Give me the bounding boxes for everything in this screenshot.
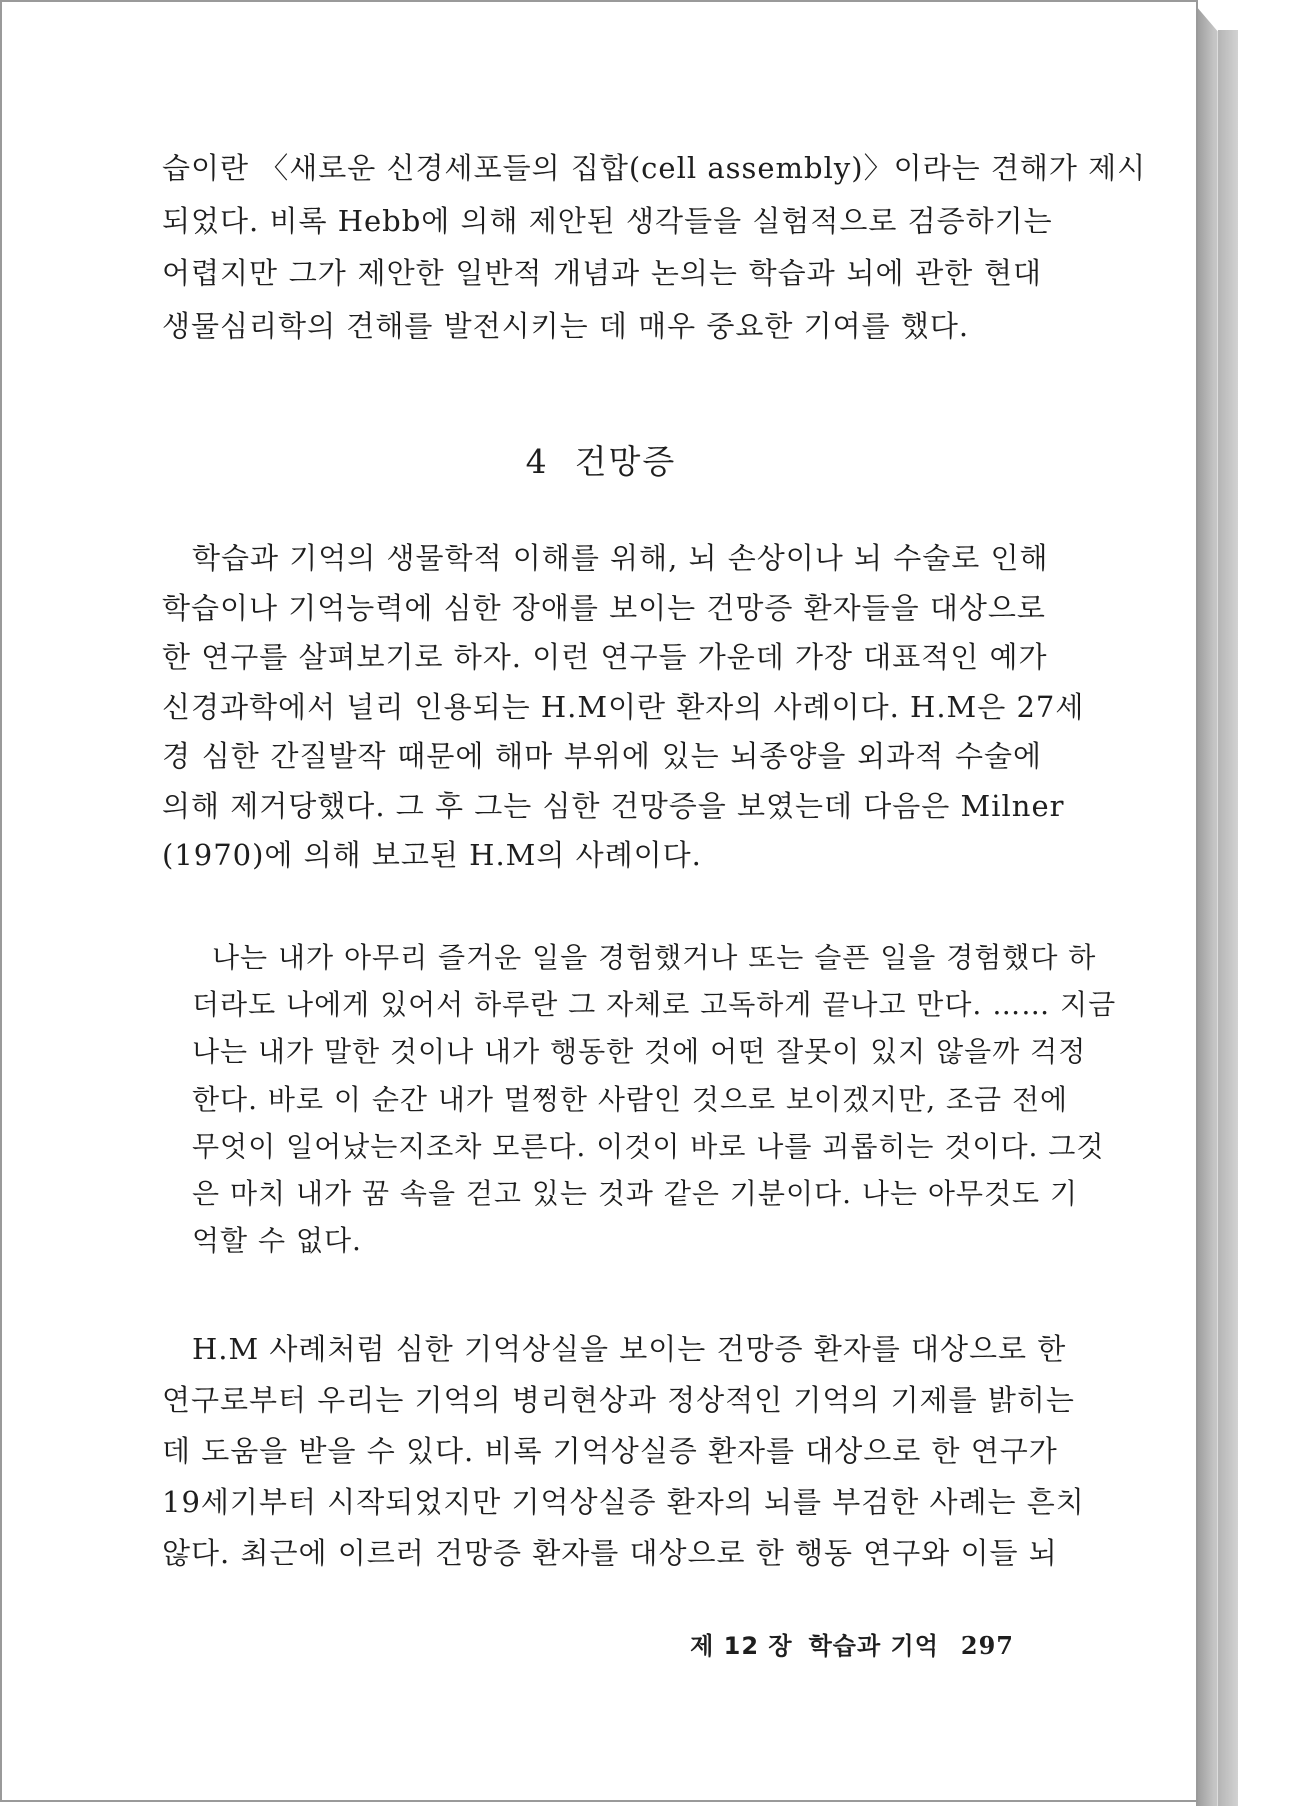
text-line: 않다. 최근에 이르러 건망증 환자를 대상으로 한 행동 연구와 이들 뇌 — [162, 1536, 1058, 1570]
quote-line: 더라도 나에게 있어서 하루란 그 자체로 고독하게 끝나고 만다. …… 지금 — [192, 988, 1117, 1022]
quote-line: 한다. 바로 이 순간 내가 멀쩡한 사람인 것으로 보이겠지만, 조금 전에 — [192, 1082, 1069, 1116]
page-number: 297 — [960, 1631, 1014, 1660]
text-line: 데 도움을 받을 수 있다. 비록 기억상실증 환자를 대상으로 한 연구가 — [162, 1434, 1058, 1468]
page-footer — [690, 1626, 1014, 1661]
text-line: 한 연구를 살펴보기로 하자. 이런 연구들 가운데 가장 대표적인 예가 — [162, 640, 1048, 674]
chapter-label: 제 12 장 — [690, 1632, 793, 1660]
text-line: H.M 사례처럼 심한 기억상실을 보이는 건망증 환자를 대상으로 한 — [192, 1332, 1067, 1366]
block-quote — [192, 934, 1117, 1264]
text-line: 의해 제거당했다. 그 후 그는 심한 건망증을 보였는데 다음은 Milner — [162, 788, 1065, 823]
book-thickness-edge — [1218, 30, 1238, 1806]
text-line: 19세기부터 시작되었지만 기억상실증 환자의 뇌를 부검한 사례는 흔치 — [162, 1485, 1085, 1519]
text-line: 되었다. 비록 Hebb에 의해 제안된 생각들을 실험적으로 검증하기는 — [162, 203, 1053, 238]
chapter-title: 학습과 기억 — [808, 1632, 939, 1660]
section-number: 4 — [525, 442, 549, 481]
closing-paragraph — [162, 1324, 1085, 1579]
text-line: 어렵지만 그가 제안한 일반적 개념과 논의는 학습과 뇌에 관한 현대 — [162, 256, 1042, 290]
quote-line: 나는 내가 말한 것이나 내가 행동한 것에 어떤 잘못이 있지 않을까 걱정 — [192, 1035, 1087, 1069]
section-heading — [2, 436, 1200, 483]
text-line: 학습과 기억의 생물학적 이해를 위해, 뇌 손상이나 뇌 수술로 인해 — [192, 541, 1049, 575]
text-line: (1970)에 의해 보고된 H.M의 사례이다. — [162, 838, 702, 872]
text-line: 신경과학에서 널리 인용되는 H.M이란 환자의 사례이다. H.M은 27세 — [162, 689, 1085, 724]
section-title: 건망증 — [574, 442, 677, 481]
quote-line: 억할 수 없다. — [192, 1224, 362, 1258]
quote-line: 은 마치 내가 꿈 속을 걷고 있는 것과 같은 기분이다. 나는 아무것도 기 — [192, 1177, 1079, 1211]
text-line: 경 심한 간질발작 때문에 해마 부위에 있는 뇌종양을 외과적 수술에 — [162, 739, 1042, 773]
quote-line: 무엇이 일어났는지조차 모른다. 이것이 바로 나를 괴롭히는 것이다. 그것 — [192, 1129, 1105, 1163]
text-line: 생물심리학의 견해를 발전시키는 데 매우 중요한 기여를 했다. — [162, 308, 970, 343]
text-line: 연구로부터 우리는 기억의 병리현상과 정상적인 기억의 기제를 밝히는 — [162, 1383, 1075, 1417]
text-line: 학습이나 기억능력에 심한 장애를 보이는 건망증 환자들을 대상으로 — [162, 590, 1046, 625]
text-line: 습이란 〈새로운 신경세포들의 집합(cell assembly)〉이라는 견해가 제시 — [162, 151, 1147, 185]
main-paragraph — [162, 534, 1085, 881]
quote-line: 나는 내가 아무리 즐거운 일을 경험했거나 또는 슬픈 일을 경험했다 하 — [212, 941, 1097, 974]
intro-paragraph — [162, 142, 1147, 352]
